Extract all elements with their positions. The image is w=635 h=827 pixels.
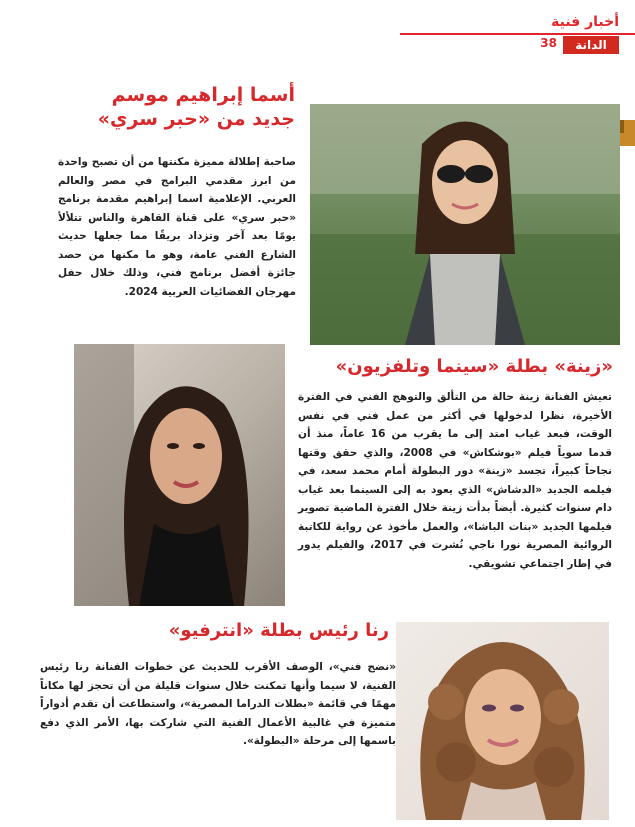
article-2-body: تعيش الفنانة زينة حالة من التألق والتوهج الفني في الفترة الأخيرة، نظرا لدخولها في أكثر من عمل فني في نفس الوقت، فبعد غياب امتد إلى ما يقرب من 16 عاماً، منذ أن قدما سوياً فيلم «بوشكاش» في 2008، والذي حقق وقتها نجاحاً كبيراً، تجسد «زينة» دور البطولة أمام محمد سعد، في فيلمه الجديد «الدشاش» الذي يعود به إلى السينما بعد غياب دام سنوات كثيرة. أيضاً بدأت زينة خلال الفترة الماضية تصوير فيلمها الجديد «بنات الباشا»، والعمل مأخوذ عن رواية للكاتبة الروائية المصرية نورا ناجي نُشرت في 2017، والفيلم يدور في إطار اجتماعي تشويقي. [298, 391, 612, 570]
article-3-photo [396, 622, 609, 820]
woman-portrait-illustration [74, 344, 285, 606]
woman-sunglasses-illustration [310, 104, 620, 345]
article-2-photo [74, 344, 285, 606]
article-1-photo [310, 104, 620, 345]
article-1-title-line1: أسما إبراهيم موسم [111, 84, 295, 106]
article-3-title: رنا رئيس بطلة «انترفيو» [168, 620, 389, 641]
header-rule [400, 33, 635, 35]
article-1-title-line2: جديد من «حبر سري» [97, 107, 295, 130]
magazine-logo: الدانة [563, 36, 619, 54]
page-number: 38 [540, 36, 557, 50]
section-label: أخبار فنية [551, 14, 619, 30]
woman-curly-hair-illustration [396, 622, 609, 820]
article-1-body: صاحبة إطلالة مميزة مكنتها من أن تصبح واحدة من ابرز مقدمي البرامج في مصر والعالم العربي. الإعلامية اسما إبراهيم مقدمة برنامج «حبر سري» على قناة القاهرة والناس تتلألأ يومًا بعد آخر وتزداد بريقًا مما جعلها حديث الشارع الفني عامة، وهو ما مكنها من حصد جائزة أفضل برنامج فني، وذلك خلال حفل مهرجان الفضائيات العربية 2024. [58, 156, 296, 298]
article-2-title: «زينة» بطلة «سينما وتلفزيون» [335, 356, 613, 377]
article-3-body: «نضج فني»، الوصف الأقرب للحديث عن خطوات الفنانة رنا رئيس الفنية، لا سيما وأنها تمكنت خلال سنوات قليلة من أن تحجز لها مكاناً مهمًا في قائمة «بطلات الدراما المصرية»، واستطاعت أن تقدم أدواراً متميزة في غالبية الأعمال الفنية التي شاركت بها، الأمر الذي دفع باسمها إلى مرحلة «البطولة». [40, 661, 396, 747]
article-1-title [35, 84, 295, 132]
